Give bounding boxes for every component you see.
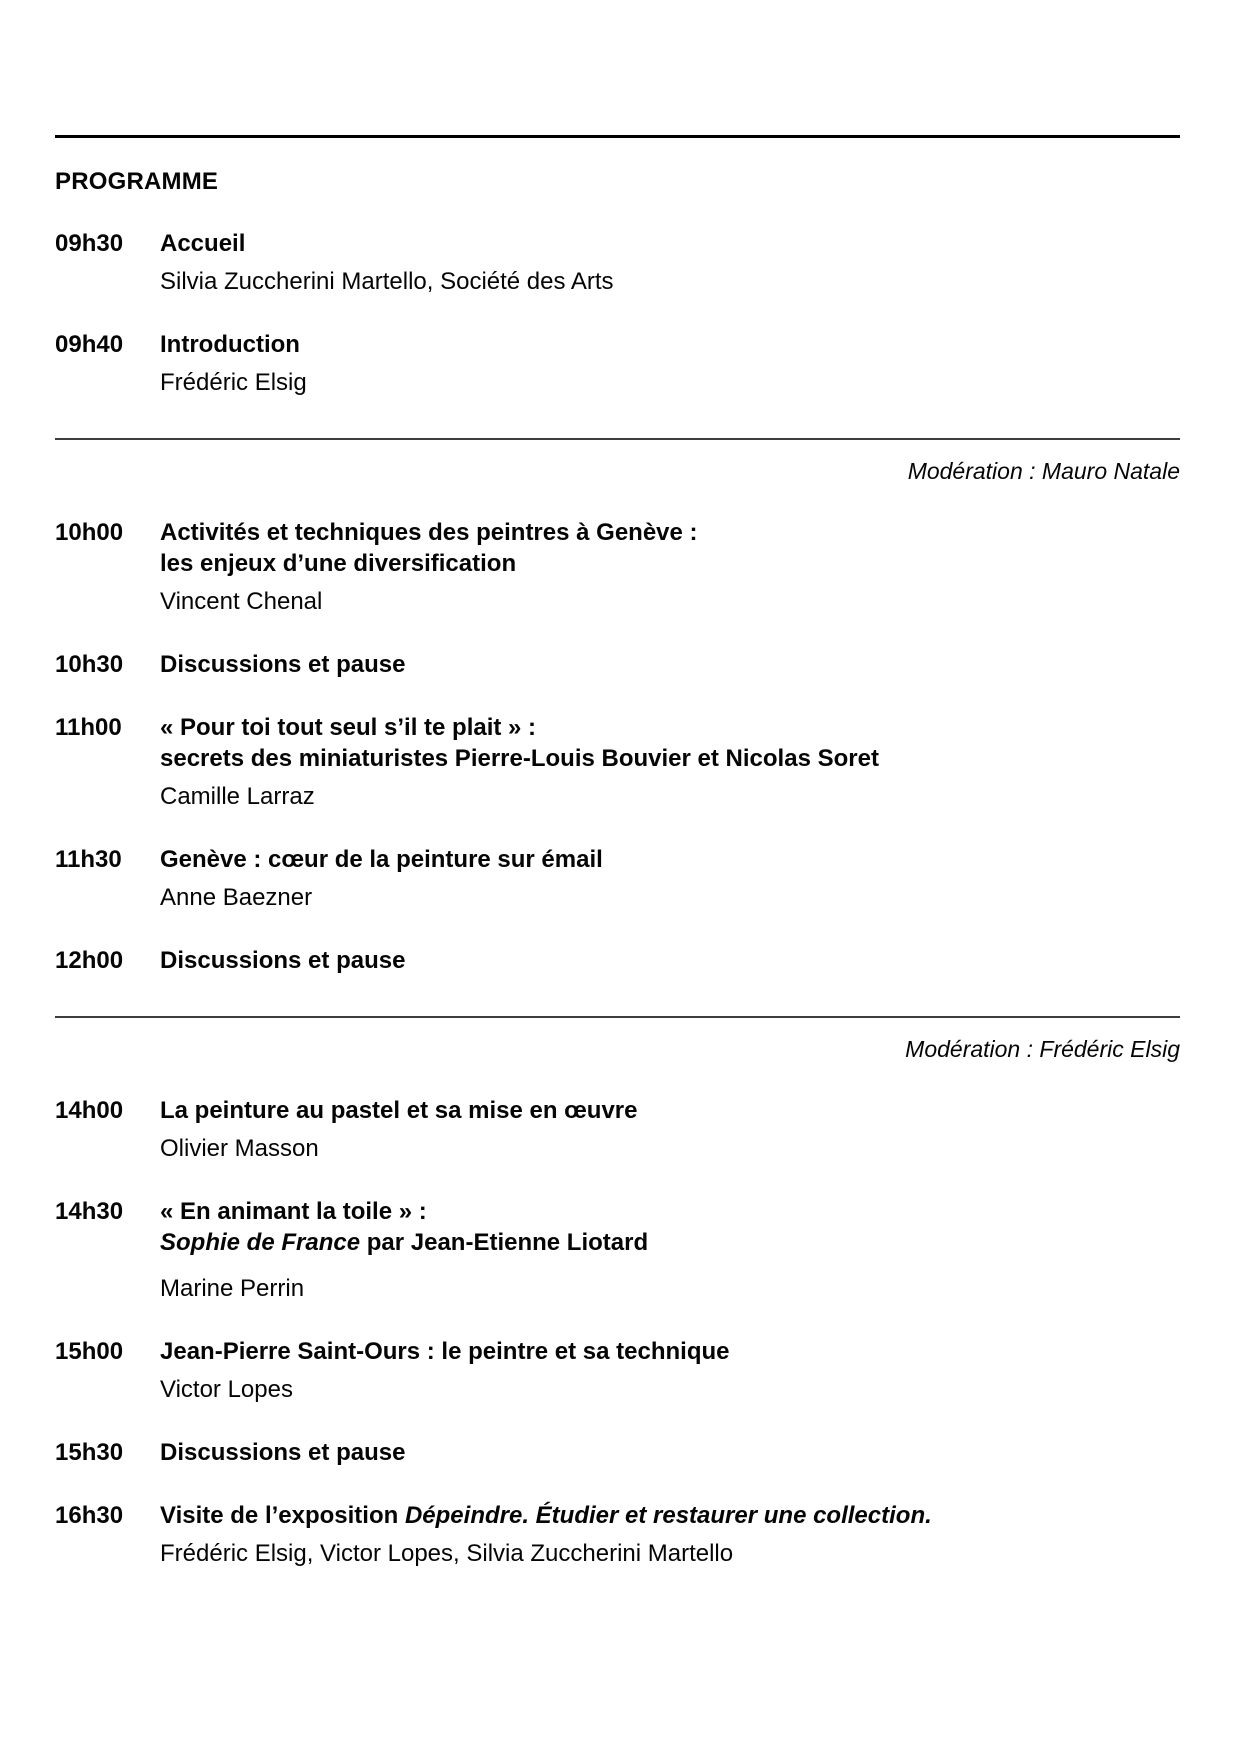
entry-title-italic: Dépeindre. Étudier et restaurer une collection. <box>404 1502 932 1529</box>
entry-title: Introduction <box>160 331 300 358</box>
entry-body <box>160 844 1180 913</box>
schedule-entry <box>55 329 1180 398</box>
speaker-names: Silvia Zuccherini Martello, Société des Arts <box>160 268 614 295</box>
entry-body <box>160 712 1180 812</box>
speaker-names: Frédéric Elsig, Victor Lopes, Silvia Zuccherini Martello <box>160 1540 734 1567</box>
entry-title-line: secrets des miniaturistes Pierre-Louis Bouvier et Nicolas Soret <box>160 745 879 772</box>
schedule-entry <box>55 228 1180 297</box>
entry-body <box>160 517 1180 617</box>
entry-title: Discussions et pause <box>160 651 406 678</box>
entry-time: 14h00 <box>55 1097 124 1124</box>
schedule-entry <box>55 1196 1180 1304</box>
entry-title <box>160 517 1180 579</box>
section-divider <box>55 438 1180 440</box>
entry-title: Accueil <box>160 230 246 257</box>
entry-title <box>160 1500 1180 1531</box>
schedule-entry <box>55 844 1180 913</box>
entry-time: 15h30 <box>55 1439 124 1466</box>
schedule-entry <box>55 1336 1180 1405</box>
speaker-names: Vincent Chenal <box>160 588 323 615</box>
entry-time: 12h00 <box>55 947 124 974</box>
section-divider <box>55 1016 1180 1018</box>
schedule-entry <box>55 517 1180 617</box>
speaker-names: Frédéric Elsig <box>160 369 307 396</box>
entry-time: 14h30 <box>55 1198 124 1225</box>
speaker-names: Marine Perrin <box>160 1275 305 1302</box>
entry-title-line <box>160 1227 1180 1258</box>
entry-time: 09h30 <box>55 230 124 257</box>
schedule-entry <box>55 945 1180 976</box>
entry-body <box>160 1196 1180 1304</box>
entry-time: 11h30 <box>55 846 122 873</box>
entry-title-line: les enjeux d’une diversification <box>160 550 517 577</box>
entry-body <box>160 945 1180 976</box>
entry-title <box>160 712 1180 774</box>
entry-body <box>160 228 1180 297</box>
top-divider <box>55 135 1180 138</box>
entry-time: 16h30 <box>55 1502 124 1529</box>
moderation-label: Modération : Frédéric Elsig <box>905 1036 1180 1062</box>
entry-body <box>160 329 1180 398</box>
entry-body <box>160 1336 1180 1405</box>
schedule-entry <box>55 649 1180 680</box>
schedule-entry <box>55 1437 1180 1468</box>
entry-title-line: Activités et techniques des peintres à Genève : <box>160 519 698 546</box>
speaker-names: Camille Larraz <box>160 783 315 810</box>
entry-time: 15h00 <box>55 1338 124 1365</box>
entry-title: Discussions et pause <box>160 1439 406 1466</box>
entry-title-text: par Jean-Etienne Liotard <box>360 1229 649 1256</box>
entry-title: La peinture au pastel et sa mise en œuvre <box>160 1097 638 1124</box>
entry-body <box>160 1095 1180 1164</box>
page-heading: PROGRAMME <box>55 168 219 195</box>
entry-title-italic: Sophie de France <box>160 1229 361 1256</box>
speaker-names: Anne Baezner <box>160 884 313 911</box>
entry-time: 09h40 <box>55 331 124 358</box>
schedule-entry <box>55 1095 1180 1164</box>
entry-time: 10h30 <box>55 651 124 678</box>
speaker-names: Olivier Masson <box>160 1135 319 1162</box>
entry-title: Discussions et pause <box>160 947 406 974</box>
entry-body <box>160 1437 1180 1468</box>
entry-title: Jean-Pierre Saint-Ours : le peintre et sa technique <box>160 1338 730 1365</box>
entry-time: 10h00 <box>55 519 124 546</box>
moderation-label: Modération : Mauro Natale <box>907 458 1180 484</box>
entry-time: 11h00 <box>55 714 122 741</box>
entry-title-line: « Pour toi tout seul s’il te plait » : <box>160 714 537 741</box>
schedule-entry <box>55 712 1180 812</box>
entry-title: Genève : cœur de la peinture sur émail <box>160 846 603 873</box>
schedule-entry <box>55 1500 1180 1569</box>
entry-body <box>160 649 1180 680</box>
entry-title-text: Visite de l’exposition <box>160 1502 405 1529</box>
entry-title <box>160 1196 1180 1258</box>
entry-title-line: « En animant la toile » : <box>160 1198 427 1225</box>
entry-body <box>160 1500 1180 1569</box>
speaker-names: Victor Lopes <box>160 1376 293 1403</box>
